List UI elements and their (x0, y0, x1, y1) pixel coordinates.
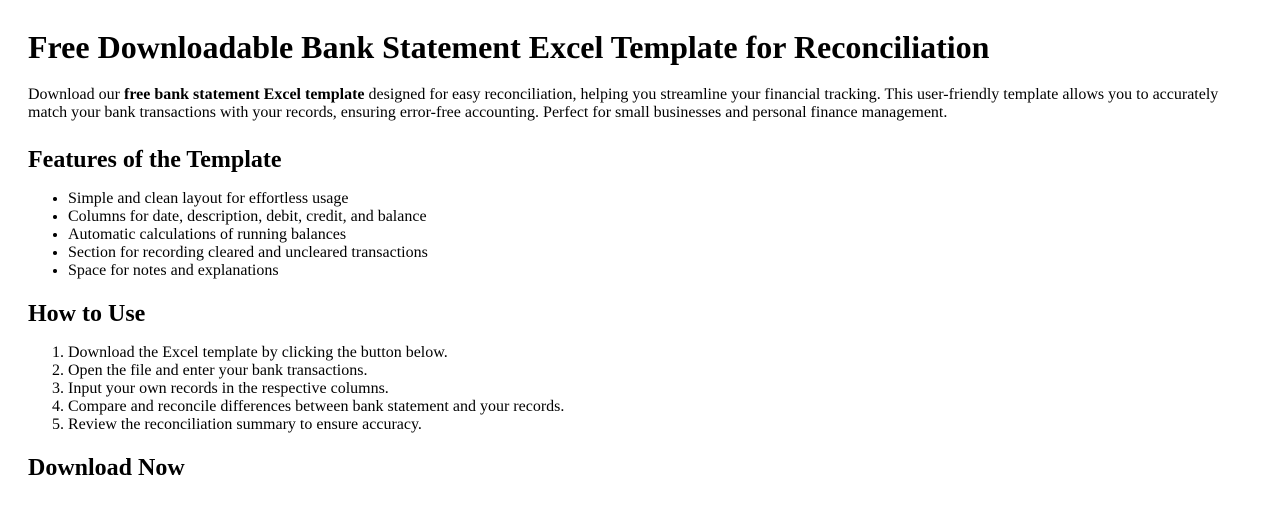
how-to-use-steps (28, 344, 1250, 434)
feature-item: • Columns for date, description, debit, credit, and balance (68, 208, 1250, 226)
how-to-use-heading: How to Use (28, 301, 146, 327)
intro-text-end: designed for easy reconciliation, helping you streamline your financial tracking. This user-friendly template allows you to accurately match your bank transactions with your records, ensuring error-free accounting. Perfect for small businesses and personal finance management. (28, 86, 1219, 121)
step-item: 3. Input your own records in the respective columns. (68, 380, 1250, 398)
intro-text-start: Download our (28, 86, 124, 103)
feature-item: • Simple and clean layout for effortless usage (68, 190, 1250, 208)
step-item: 1. Download the Excel template by clicking the button below. (68, 344, 1250, 362)
intro-paragraph (28, 86, 1250, 122)
features-list (28, 190, 1250, 280)
step-item: 5. Review the reconciliation summary to ensure accuracy. (68, 416, 1250, 434)
intro-bold-text: free bank statement Excel template (123, 86, 365, 103)
features-heading: Features of the Template (28, 147, 282, 173)
step-item: 2. Open the file and enter your bank transactions. (68, 362, 1250, 380)
page-title: Free Downloadable Bank Statement Excel Template for Reconciliation (28, 29, 990, 65)
feature-item: • Section for recording cleared and uncleared transactions (68, 244, 1250, 262)
feature-item: • Automatic calculations of running balances (68, 226, 1250, 244)
download-now-heading: Download Now (28, 455, 185, 481)
document-page (0, 29, 1278, 482)
feature-item: • Space for notes and explanations (68, 262, 1250, 280)
step-item: 4. Compare and reconcile differences between bank statement and your records. (68, 398, 1250, 416)
